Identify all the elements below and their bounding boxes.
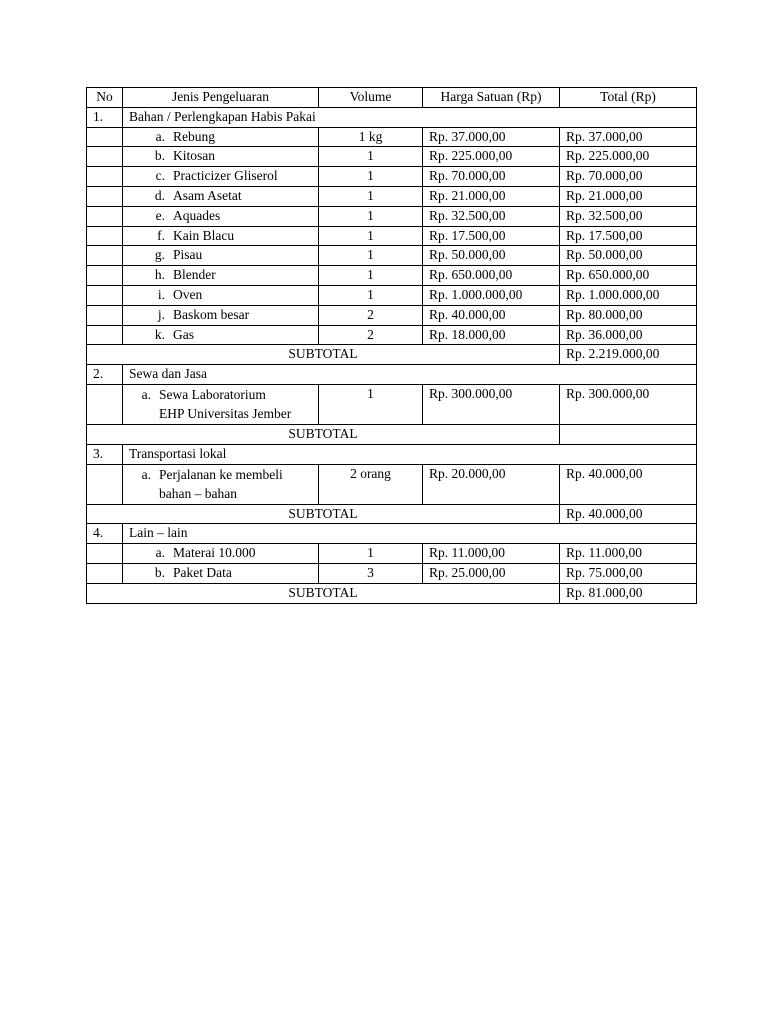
- table-row: [87, 305, 697, 325]
- item-name: Kain Blacu: [173, 227, 235, 243]
- item-name: Oven: [173, 286, 203, 302]
- subtotal-label: SUBTOTAL: [87, 504, 560, 524]
- item-unit-price: Rp. 50.000,00: [423, 246, 560, 266]
- item-volume: 1: [319, 266, 423, 286]
- header-volume: Volume: [319, 88, 423, 108]
- item-unit-price: Rp. 70.000,00: [423, 167, 560, 187]
- item-name-cell: [123, 544, 319, 564]
- section-row: [87, 524, 697, 544]
- table-row: [87, 544, 697, 564]
- empty-cell: [87, 226, 123, 246]
- empty-cell: [87, 325, 123, 345]
- item-letter: g.: [154, 247, 165, 263]
- empty-cell: [87, 246, 123, 266]
- item-volume: 2 orang: [319, 464, 423, 504]
- item-name: Pisau: [173, 247, 203, 263]
- item-volume: 1: [319, 246, 423, 266]
- item-total: Rp. 21.000,00: [560, 186, 697, 206]
- item-name: Practicizer Gliserol: [173, 168, 278, 184]
- item-total: Rp. 17.500,00: [560, 226, 697, 246]
- item-name: Paket Data: [173, 564, 232, 580]
- item-name-cell: [123, 246, 319, 266]
- item-name-cell: [123, 226, 319, 246]
- item-name-cell: [123, 285, 319, 305]
- item-total: Rp. 50.000,00: [560, 246, 697, 266]
- item-name: Kitosan: [173, 148, 215, 164]
- subtotal-row: [87, 424, 697, 444]
- item-volume: 1: [319, 544, 423, 564]
- subtotal-value: Rp. 81.000,00: [560, 583, 697, 603]
- table-row: [87, 464, 697, 504]
- item-name-cell: [123, 147, 319, 167]
- item-name: Materai 10.000: [173, 545, 256, 561]
- empty-cell: [87, 285, 123, 305]
- empty-cell: [87, 563, 123, 583]
- item-total: Rp. 300.000,00: [560, 384, 697, 424]
- empty-cell: [87, 147, 123, 167]
- header-unit-price: Harga Satuan (Rp): [423, 88, 560, 108]
- item-name-cell: [123, 305, 319, 325]
- table-row: [87, 186, 697, 206]
- item-letter: a.: [155, 545, 165, 561]
- item-volume: 1: [319, 206, 423, 226]
- section-title: Bahan / Perlengkapan Habis Pakai: [123, 107, 697, 127]
- item-name-line-1: Perjalanan ke membeli: [159, 466, 283, 482]
- item-total: Rp. 75.000,00: [560, 563, 697, 583]
- table-row: [87, 266, 697, 286]
- table-row: [87, 325, 697, 345]
- item-unit-price: Rp. 225.000,00: [423, 147, 560, 167]
- subtotal-value: Rp. 2.219.000,00: [560, 345, 697, 365]
- item-letter: f.: [157, 227, 165, 243]
- header-row: [87, 88, 697, 108]
- section-title: Transportasi lokal: [123, 444, 697, 464]
- item-name: Aquades: [173, 207, 221, 223]
- header-no: No: [87, 88, 123, 108]
- subtotal-label: SUBTOTAL: [87, 424, 560, 444]
- item-letter: b.: [154, 564, 165, 580]
- item-name-line-2: EHP Universitas Jember: [159, 406, 292, 422]
- item-unit-price: Rp. 11.000,00: [423, 544, 560, 564]
- item-total: Rp. 36.000,00: [560, 325, 697, 345]
- item-name-cell: [123, 464, 319, 504]
- table-row: [87, 285, 697, 305]
- item-letter: h.: [154, 267, 165, 283]
- item-unit-price: Rp. 17.500,00: [423, 226, 560, 246]
- item-name: Gas: [173, 326, 194, 342]
- table-row: [87, 226, 697, 246]
- item-name-cell: [123, 384, 319, 424]
- subtotal-label: SUBTOTAL: [87, 583, 560, 603]
- item-total: Rp. 37.000,00: [560, 127, 697, 147]
- section-row: [87, 107, 697, 127]
- item-volume: 1: [319, 226, 423, 246]
- item-name: Blender: [173, 267, 216, 283]
- item-total: Rp. 70.000,00: [560, 167, 697, 187]
- section-number: 3.: [87, 444, 123, 464]
- section-row: [87, 444, 697, 464]
- item-volume: 2: [319, 325, 423, 345]
- header-expense-type: Jenis Pengeluaran: [123, 88, 319, 108]
- empty-cell: [87, 206, 123, 226]
- budget-table: [86, 87, 697, 604]
- item-unit-price: Rp. 20.000,00: [423, 464, 560, 504]
- table-row: [87, 563, 697, 583]
- item-name: Rebung: [173, 128, 215, 144]
- subtotal-value: Rp. 40.000,00: [560, 504, 697, 524]
- item-letter: c.: [155, 168, 165, 184]
- subtotal-row: [87, 345, 697, 365]
- item-unit-price: Rp. 18.000,00: [423, 325, 560, 345]
- item-total: Rp. 1.000.000,00: [560, 285, 697, 305]
- header-total: Total (Rp): [560, 88, 697, 108]
- subtotal-row: [87, 504, 697, 524]
- item-letter: a.: [141, 386, 151, 402]
- item-volume: 1: [319, 167, 423, 187]
- table-row: [87, 127, 697, 147]
- subtotal-value: [560, 424, 697, 444]
- empty-cell: [87, 384, 123, 424]
- item-unit-price: Rp. 37.000,00: [423, 127, 560, 147]
- empty-cell: [87, 305, 123, 325]
- empty-cell: [87, 167, 123, 187]
- table-row: [87, 384, 697, 424]
- item-letter: a.: [141, 466, 151, 482]
- empty-cell: [87, 464, 123, 504]
- subtotal-label: SUBTOTAL: [87, 345, 560, 365]
- section-number: 4.: [87, 524, 123, 544]
- item-name-cell: [123, 266, 319, 286]
- item-letter: k.: [154, 326, 165, 342]
- item-name-line-1: Sewa Laboratorium: [159, 386, 266, 402]
- item-name: Asam Asetat: [173, 187, 242, 203]
- item-volume: 1: [319, 147, 423, 167]
- item-volume: 1: [319, 186, 423, 206]
- empty-cell: [87, 544, 123, 564]
- item-name: Baskom besar: [173, 306, 250, 322]
- item-name-cell: [123, 167, 319, 187]
- item-letter: e.: [155, 207, 165, 223]
- item-name-cell: [123, 206, 319, 226]
- item-total: Rp. 225.000,00: [560, 147, 697, 167]
- section-title: Sewa dan Jasa: [123, 365, 697, 385]
- item-total: Rp. 40.000,00: [560, 464, 697, 504]
- item-unit-price: Rp. 32.500,00: [423, 206, 560, 226]
- table-row: [87, 246, 697, 266]
- item-unit-price: Rp. 650.000,00: [423, 266, 560, 286]
- item-total: Rp. 11.000,00: [560, 544, 697, 564]
- empty-cell: [87, 266, 123, 286]
- item-letter: i.: [157, 286, 165, 302]
- item-letter: j.: [157, 306, 165, 322]
- item-name-cell: [123, 563, 319, 583]
- table-row: [87, 147, 697, 167]
- item-unit-price: Rp. 21.000,00: [423, 186, 560, 206]
- section-title: Lain – lain: [123, 524, 697, 544]
- item-unit-price: Rp. 40.000,00: [423, 305, 560, 325]
- item-unit-price: Rp. 25.000,00: [423, 563, 560, 583]
- subtotal-row: [87, 583, 697, 603]
- item-volume: 1: [319, 384, 423, 424]
- item-name-line-2: bahan – bahan: [159, 486, 237, 502]
- section-row: [87, 365, 697, 385]
- item-name-cell: [123, 325, 319, 345]
- item-letter: a.: [155, 128, 165, 144]
- item-total: Rp. 32.500,00: [560, 206, 697, 226]
- item-unit-price: Rp. 1.000.000,00: [423, 285, 560, 305]
- item-name-cell: [123, 186, 319, 206]
- item-total: Rp. 80.000,00: [560, 305, 697, 325]
- item-unit-price: Rp. 300.000,00: [423, 384, 560, 424]
- table-row: [87, 167, 697, 187]
- item-volume: 1 kg: [319, 127, 423, 147]
- item-letter: b.: [154, 148, 165, 164]
- section-number: 1.: [87, 107, 123, 127]
- empty-cell: [87, 186, 123, 206]
- item-letter: d.: [154, 187, 165, 203]
- section-number: 2.: [87, 365, 123, 385]
- item-volume: 2: [319, 305, 423, 325]
- empty-cell: [87, 127, 123, 147]
- item-total: Rp. 650.000,00: [560, 266, 697, 286]
- item-volume: 3: [319, 563, 423, 583]
- table-row: [87, 206, 697, 226]
- item-volume: 1: [319, 285, 423, 305]
- item-name-cell: [123, 127, 319, 147]
